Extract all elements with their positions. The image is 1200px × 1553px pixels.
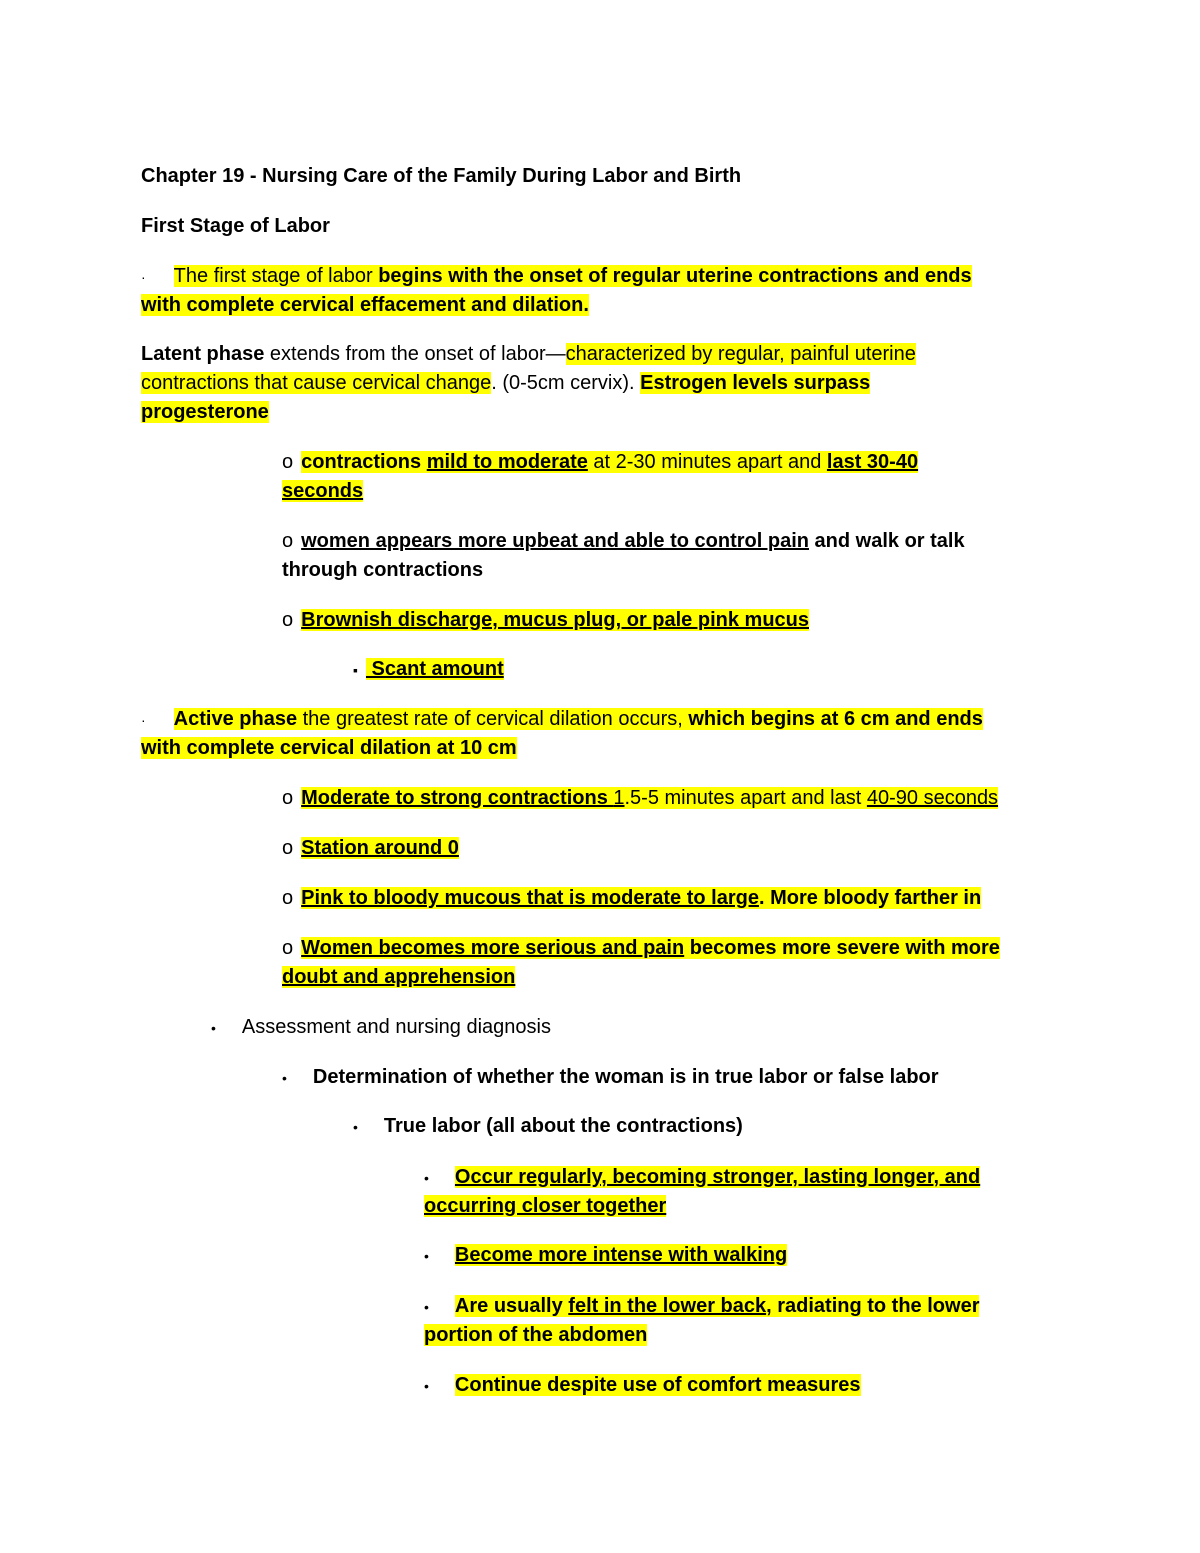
true-labor-item-1 — [424, 1163, 980, 1192]
doubt-apprehension: doubt and apprehension — [282, 966, 516, 988]
true-labor-item-2 — [424, 1241, 787, 1270]
latent-term: Latent phase — [141, 343, 265, 365]
page-title: Chapter 19 - Nursing Care of the Family During Labor and Birth — [141, 165, 742, 187]
latent-line-2 — [141, 369, 870, 397]
true-labor-item-4 — [424, 1371, 861, 1400]
are-usually: Are usually — [454, 1295, 569, 1317]
active-duration: 40-90 seconds — [866, 787, 999, 809]
comfort-measures: Continue despite use of comfort measures — [454, 1374, 861, 1396]
active-bold-1: which begins at 6 cm and ends — [688, 708, 983, 730]
true-labor: True labor (all about the contractions) — [383, 1115, 743, 1137]
pink-to-bloody: Pink to bloody mucous that is moderate to large — [301, 887, 759, 909]
bullet-marker: • — [424, 1247, 429, 1264]
first-stage-bold-cont: with complete cervical effacement and dilation. — [141, 294, 589, 316]
active-text-1: the greatest rate of cervical dilation occurs, — [297, 708, 689, 730]
more-intense-walking: Become more intense with walking — [454, 1244, 788, 1266]
square-marker: ▪ — [353, 661, 358, 678]
active-item-station — [282, 834, 459, 862]
mild-to-moderate: mild to moderate — [426, 451, 588, 473]
active-interval-1: 1 — [613, 787, 625, 809]
bullet-marker: • — [282, 1069, 287, 1086]
first-stage-line-1 — [141, 262, 972, 291]
determination: Determination of whether the woman is in true labor or false labor — [312, 1066, 939, 1088]
first-stage-bold: begins with the onset of regular uterine contractions and ends — [378, 265, 972, 287]
assessment-heading-line — [211, 1013, 551, 1042]
active-line-1 — [141, 705, 983, 734]
circle-marker: o — [282, 937, 294, 959]
latent-text-2: . (0-5cm cervix). — [491, 372, 641, 394]
true-labor-item-3 — [424, 1292, 979, 1321]
station-around-0: Station around 0 — [301, 837, 459, 859]
first-stage-text: The first stage of labor — [173, 265, 379, 287]
latent-item-discharge — [282, 606, 809, 634]
circle-marker: o — [282, 609, 294, 631]
true-labor-item-3-cont — [424, 1321, 647, 1349]
brownish-discharge: Brownish discharge, mucus plug, or pale pink mucus — [301, 609, 809, 631]
mid-dot-marker: · — [141, 712, 146, 728]
contractions-label: contractions — [301, 451, 422, 473]
scant-amount: Scant amount — [365, 658, 504, 680]
walk-or-talk: and walk or talk — [809, 530, 965, 552]
active-item-women — [282, 934, 1000, 962]
closer-together: occurring closer together — [424, 1195, 667, 1217]
first-stage-line-2 — [141, 291, 589, 319]
latent-line-1 — [141, 340, 916, 368]
determination-line — [282, 1063, 939, 1092]
seconds-label: seconds — [282, 480, 364, 502]
latent-bold-1: Estrogen levels surpass — [640, 372, 871, 394]
latent-item-scant — [353, 655, 504, 684]
occur-regularly: Occur regularly, becoming stronger, lasting longer, and — [454, 1166, 981, 1188]
latent-highlight-2: contractions that cause cervical change — [141, 372, 492, 394]
mid-dot-marker: · — [141, 269, 146, 285]
circle-marker: o — [282, 451, 294, 473]
women-upbeat: women appears more upbeat and able to control pain — [301, 530, 809, 552]
active-line-2 — [141, 734, 517, 762]
bullet-marker: • — [424, 1169, 429, 1186]
more-bloody: . More bloody farther in — [758, 887, 982, 909]
latent-item-contractions — [282, 448, 918, 476]
lower-back: felt in the lower back — [568, 1295, 767, 1317]
latent-item-women-cont — [282, 556, 483, 584]
women-serious: Women becomes more serious and pain — [301, 937, 685, 959]
portion-abdomen: portion of the abdomen — [424, 1324, 648, 1346]
circle-marker: o — [282, 887, 294, 909]
bullet-marker: • — [353, 1118, 358, 1135]
active-interval-2: .5-5 minutes apart and last — [624, 787, 867, 809]
more-severe: becomes more severe with more — [684, 937, 1000, 959]
active-bold-2: with complete cervical dilation at 10 cm — [141, 737, 517, 759]
latent-highlight-1: characterized by regular, painful uterine — [565, 343, 916, 365]
moderate-to-strong: Moderate to strong contractions — [301, 787, 614, 809]
through-contractions: through contractions — [282, 559, 484, 581]
latent-item-women — [282, 527, 965, 555]
circle-marker: o — [282, 530, 294, 552]
bullet-marker: • — [424, 1377, 429, 1394]
circle-marker: o — [282, 787, 294, 809]
true-labor-item-1-cont — [424, 1192, 666, 1220]
radiating: , radiating to the lower — [766, 1295, 980, 1317]
contractions-interval: at 2-30 minutes apart and — [587, 451, 827, 473]
bullet-marker: • — [424, 1298, 429, 1315]
section-heading: First Stage of Labor — [141, 215, 330, 237]
circle-marker: o — [282, 837, 294, 859]
last-duration: last 30-40 — [826, 451, 919, 473]
latent-text-1: extends from the onset of labor— — [264, 343, 566, 365]
bullet-marker: • — [211, 1019, 216, 1036]
latent-item-contractions-cont — [282, 477, 363, 505]
active-item-contractions — [282, 784, 998, 812]
true-labor-line — [353, 1112, 743, 1141]
active-item-women-cont — [282, 963, 515, 991]
latent-line-3 — [141, 398, 269, 426]
active-item-mucous — [282, 884, 981, 912]
latent-bold-2: progesterone — [141, 401, 269, 423]
assessment-heading: Assessment and nursing diagnosis — [241, 1016, 551, 1038]
active-term: Active phase — [173, 708, 298, 730]
